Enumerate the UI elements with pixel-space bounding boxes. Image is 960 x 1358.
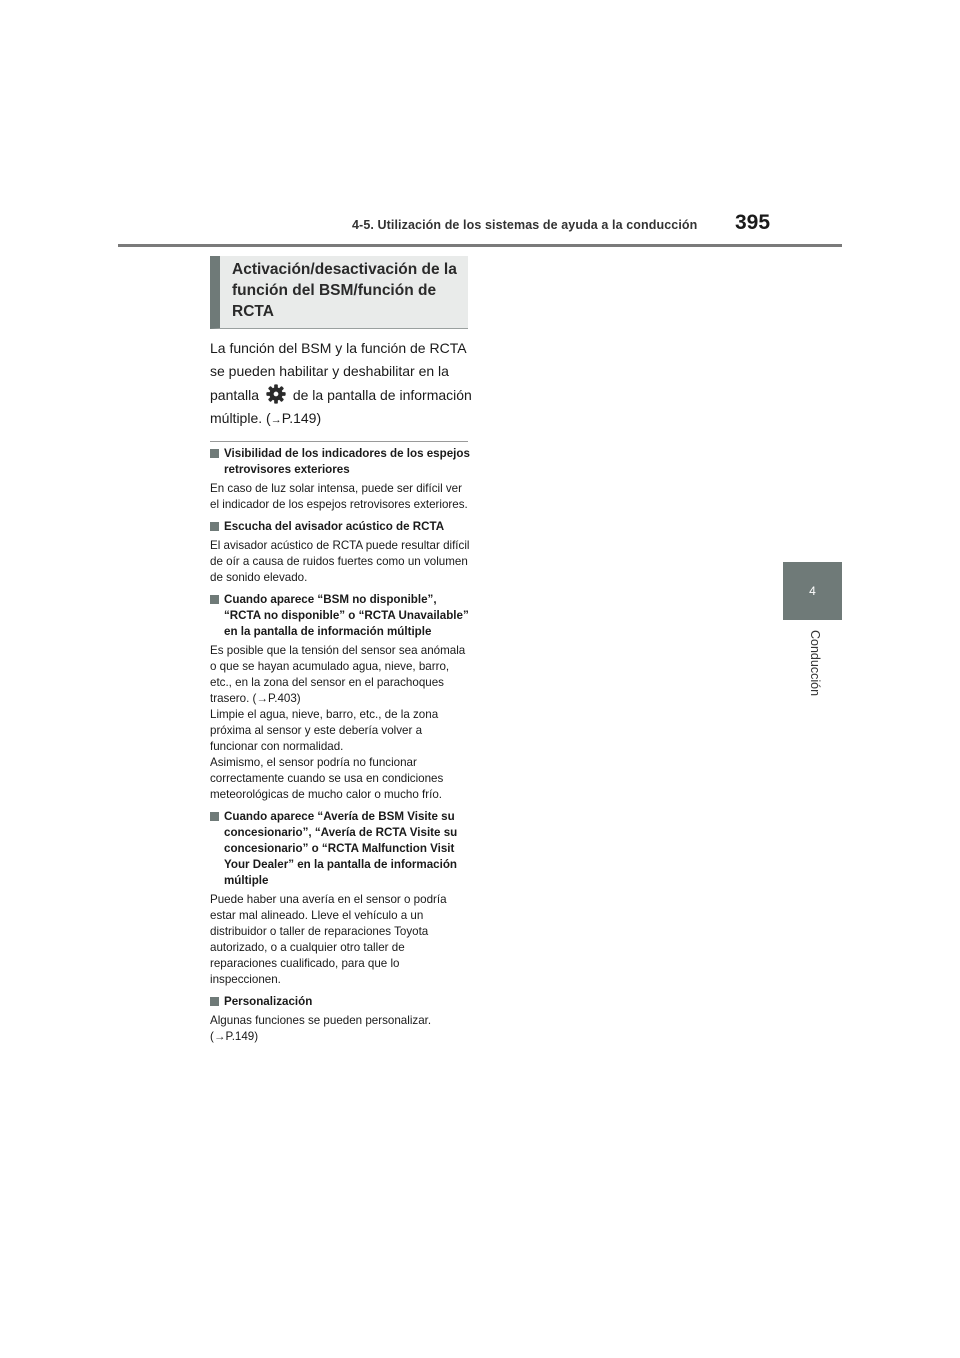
note-body: [210, 1013, 472, 1045]
notes-list: [210, 446, 472, 1051]
header-divider: [118, 244, 842, 247]
note-title: [210, 592, 472, 640]
note-title-text: Visibilidad de los indicadores de los espejos retrovisores exteriores: [224, 447, 470, 476]
note-body: [210, 892, 472, 988]
running-header: 4-5. Utilización de los sistemas de ayuda a la conducción: [352, 218, 698, 232]
note-item: [210, 592, 472, 803]
note-body: [210, 538, 472, 586]
note-body-paragraph: Algunas funciones se pueden personalizar. (→P.149): [210, 1014, 432, 1043]
intro-paragraph: [210, 337, 472, 432]
square-bullet-icon: [210, 449, 219, 458]
note-title: [210, 446, 472, 478]
section-heading-box: [210, 256, 468, 329]
note-title-text: Escucha del avisador acústico de RCTA: [224, 520, 445, 533]
note-item: [210, 809, 472, 988]
intro-text-2: de la pantalla de información múltiple. (: [210, 387, 472, 426]
intro-text-1: La función del BSM y la función de RCTA se pueden habilitar y deshabilitar en la pantalla: [210, 340, 466, 403]
chapter-tab[interactable]: [783, 562, 842, 620]
note-body-paragraph: Puede haber una avería en el sensor o podría estar mal alineado. Lleve el vehículo a un distribuidor o taller de reparaciones Toyota autorizado, o a cualquier otro taller de reparaciones cualificado, para que lo inspeccionen.: [210, 893, 447, 986]
note-title: [210, 519, 472, 535]
note-body-paragraph: Es posible que la tensión del sensor sea anómala o que se hayan acumulado agua, nieve, barro, etc., en la zona del sensor en el parachoques trasero. (→P.403): [210, 644, 466, 705]
square-bullet-icon: [210, 522, 219, 531]
note-item: [210, 519, 472, 586]
note-body-paragraph: El avisador acústico de RCTA puede resultar difícil de oír a causa de ruidos fuertes como un volumen de sonido elevado.: [210, 539, 470, 584]
gear-icon: [265, 383, 287, 405]
note-body-paragraph: Asimismo, el sensor podría no funcionar correctamente cuando se usa en condiciones meteorológicas de mucho calor o mucho frío.: [210, 756, 444, 801]
note-title: [210, 809, 472, 889]
chapter-name: Conducción: [808, 630, 822, 697]
chapter-number: 4: [809, 584, 816, 598]
square-bullet-icon: [210, 595, 219, 604]
note-item: [210, 446, 472, 513]
note-body-paragraph: Limpie el agua, nieve, barro, etc., de la zona próxima al sensor y este debería volver a funcionar con normalidad.: [210, 708, 439, 753]
reference-arrow-icon: →: [270, 414, 282, 426]
page-number: 395: [735, 211, 771, 234]
note-body: [210, 481, 472, 513]
note-title-text: Cuando aparece “BSM no disponible”, “RCTA no disponible” o “RCTA Unavailable” en la pantalla de información múltiple: [224, 593, 469, 638]
square-bullet-icon: [210, 997, 219, 1006]
note-body-paragraph: En caso de luz solar intensa, puede ser difícil ver el indicador de los espejos retrovisores exteriores.: [210, 482, 468, 511]
note-title: [210, 994, 472, 1010]
note-title-text: Personalización: [224, 995, 313, 1008]
page-reference-link[interactable]: P.149): [281, 410, 322, 426]
square-bullet-icon: [210, 812, 219, 821]
section-title: Activación/desactivación de la función del BSM/función de RCTA: [232, 261, 457, 320]
note-item: [210, 994, 472, 1045]
notes-divider: [210, 441, 468, 442]
note-body: [210, 643, 472, 803]
note-title-text: Cuando aparece “Avería de BSM Visite su concesionario”, “Avería de RCTA Visite su concesionario” o “RCTA Malfunction Visit Your Dealer” en la pantalla de información múltiple: [224, 810, 458, 887]
